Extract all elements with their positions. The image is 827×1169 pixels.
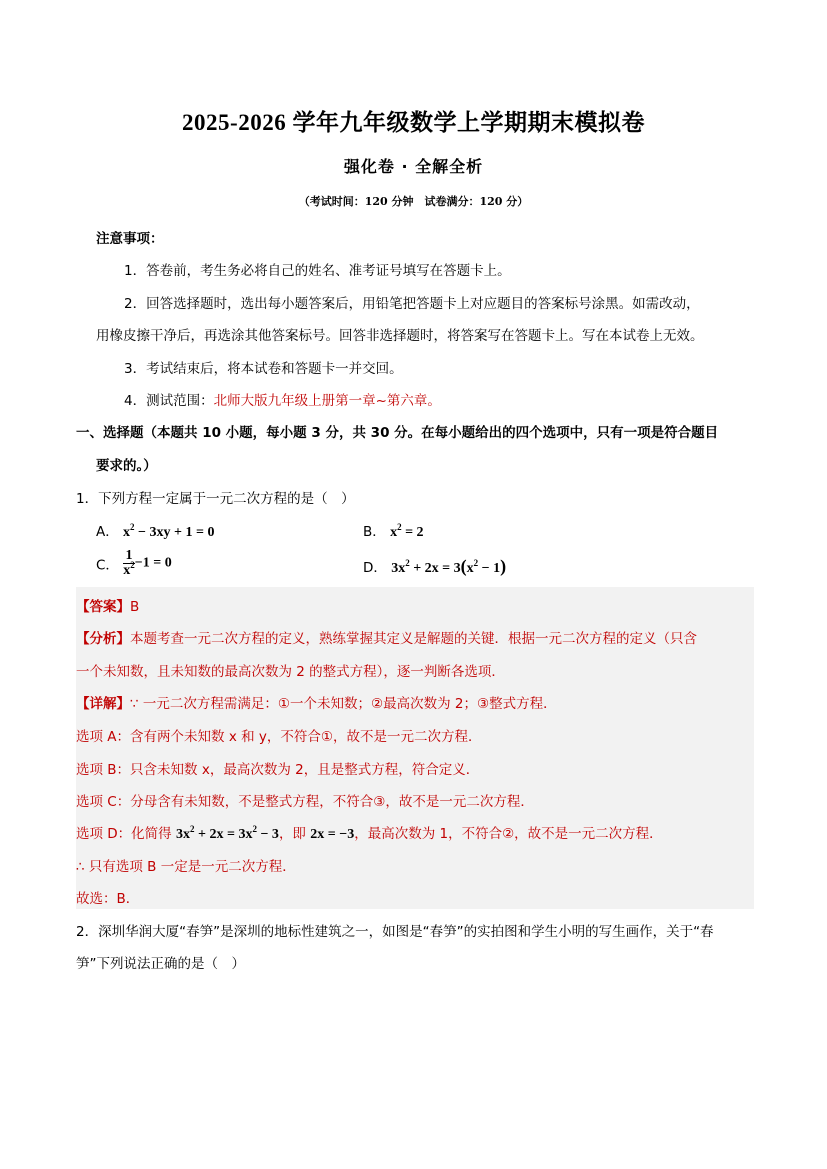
section1-heading-line1: 一、选择题（本题共 10 小题，每小题 3 分，共 30 分。在每小题给出的四个选项中，只有一项是符合题目 xyxy=(76,425,719,441)
option-d xyxy=(363,556,506,577)
option-b xyxy=(363,520,424,541)
detail-line-1 xyxy=(76,692,557,712)
detail-option-d xyxy=(76,822,663,843)
note-item-1: 1．答卷前，考生务必将自己的姓名、准考证号填写在答题卡上。 xyxy=(124,263,511,279)
option-c xyxy=(96,549,172,578)
detail-tag: 【详解】 xyxy=(76,696,130,712)
detail-d-prefix: 选项 D：化简得 xyxy=(76,826,172,842)
detail-option-a: 选项 A：含有两个未知数 x 和 y，不符合①，故不是一元二次方程． xyxy=(76,729,482,745)
option-a xyxy=(96,520,214,541)
notes-heading: 注意事项： xyxy=(96,231,164,247)
section1-heading-line2: 要求的。） xyxy=(96,458,157,474)
option-a-label: A． xyxy=(96,524,119,540)
choice-line: 故选：B． xyxy=(76,891,140,907)
page-subtitle: 强化卷 · 全解全析 xyxy=(343,157,484,176)
answer-value: B xyxy=(130,599,140,615)
detail-d-suffix: ，最高次数为 1，不符合②，故不是一元二次方程． xyxy=(354,826,663,842)
note-item-4 xyxy=(124,389,441,409)
exam-meta: （考试时间：120 分钟 试卷满分：120 分） xyxy=(298,195,529,208)
detail-option-c: 选项 C：分母含有未知数，不是整式方程，不符合③，故不是一元二次方程． xyxy=(76,794,534,810)
answer-tag: 【答案】 xyxy=(76,599,130,615)
option-c-rest: −1 = 0 xyxy=(134,555,172,571)
analysis-line-1 xyxy=(76,627,697,647)
question-2-line1: 2．深圳华润大厦“春笋”是深圳的地标性建筑之一，如图是“春笋”的实拍图和学生小明的写生画作，关于“春 xyxy=(76,924,714,940)
option-c-label: C． xyxy=(96,557,119,574)
detail-option-b: 选项 B：只含未知数 x，最高次数为 2，且是整式方程，符合定义． xyxy=(76,762,480,778)
detail-text-1: ∵ 一元二次方程需满足：①一个未知数；②最高次数为 2；③整式方程． xyxy=(130,696,557,712)
analysis-tag: 【分析】 xyxy=(76,631,130,647)
note-item-2-line1: 2．回答选择题时，选出每小题答案后，用铅笔把答题卡上对应题目的答案标号涂黑。如需改动， xyxy=(124,296,700,312)
detail-d-equation-1: $3x^2 + 2x = 3x^2 - 3$ xyxy=(175,824,279,842)
option-c-denominator: $x^2$ xyxy=(123,560,135,578)
question-2-line2: 笋”下列说法正确的是（ ） xyxy=(76,956,245,972)
analysis-text-1: 本题考查一元二次方程的定义，熟练掌握其定义是解题的关键．根据一元二次方程的定义（只含 xyxy=(130,631,697,647)
question-1-stem: 1．下列方程一定属于一元二次方程的是（ ） xyxy=(76,491,355,507)
option-d-equation: $3x^2 + 2x = 3(x^2 - 1)$ xyxy=(391,556,507,576)
answer-line xyxy=(76,595,139,615)
note-item-4-prefix: 4．测试范围： xyxy=(124,393,214,409)
detail-d-equation-2: 2x = −3 xyxy=(310,827,355,842)
option-c-numerator: 1 xyxy=(123,549,135,564)
note-item-2-line2: 用橡皮擦干净后，再选涂其他答案标号。回答非选择题时，将答案写在答题卡上。写在本试卷上无效。 xyxy=(96,328,704,344)
conclusion-line: ∴ 只有选项 B 一定是一元二次方程． xyxy=(76,859,296,875)
page-title: 2025-2026 学年九年级数学上学期期末模拟卷 xyxy=(182,110,645,135)
analysis-line-2: 一个未知数，且未知数的最高次数为 2 的整式方程），逐一判断各选项． xyxy=(76,664,505,680)
option-d-label: D． xyxy=(363,560,387,576)
option-b-label: B． xyxy=(363,524,386,540)
test-range: 北师大版九年级上册第一章~第六章。 xyxy=(213,393,441,409)
option-a-equation: $x^2 - 3xy + 1 = 0$ xyxy=(123,522,215,540)
option-c-fraction xyxy=(123,549,135,578)
note-item-3: 3．考试结束后，将本试卷和答题卡一并交回。 xyxy=(124,361,403,377)
detail-d-mid: ，即 xyxy=(278,826,306,842)
option-b-equation: $x^2 = 2$ xyxy=(390,522,424,540)
